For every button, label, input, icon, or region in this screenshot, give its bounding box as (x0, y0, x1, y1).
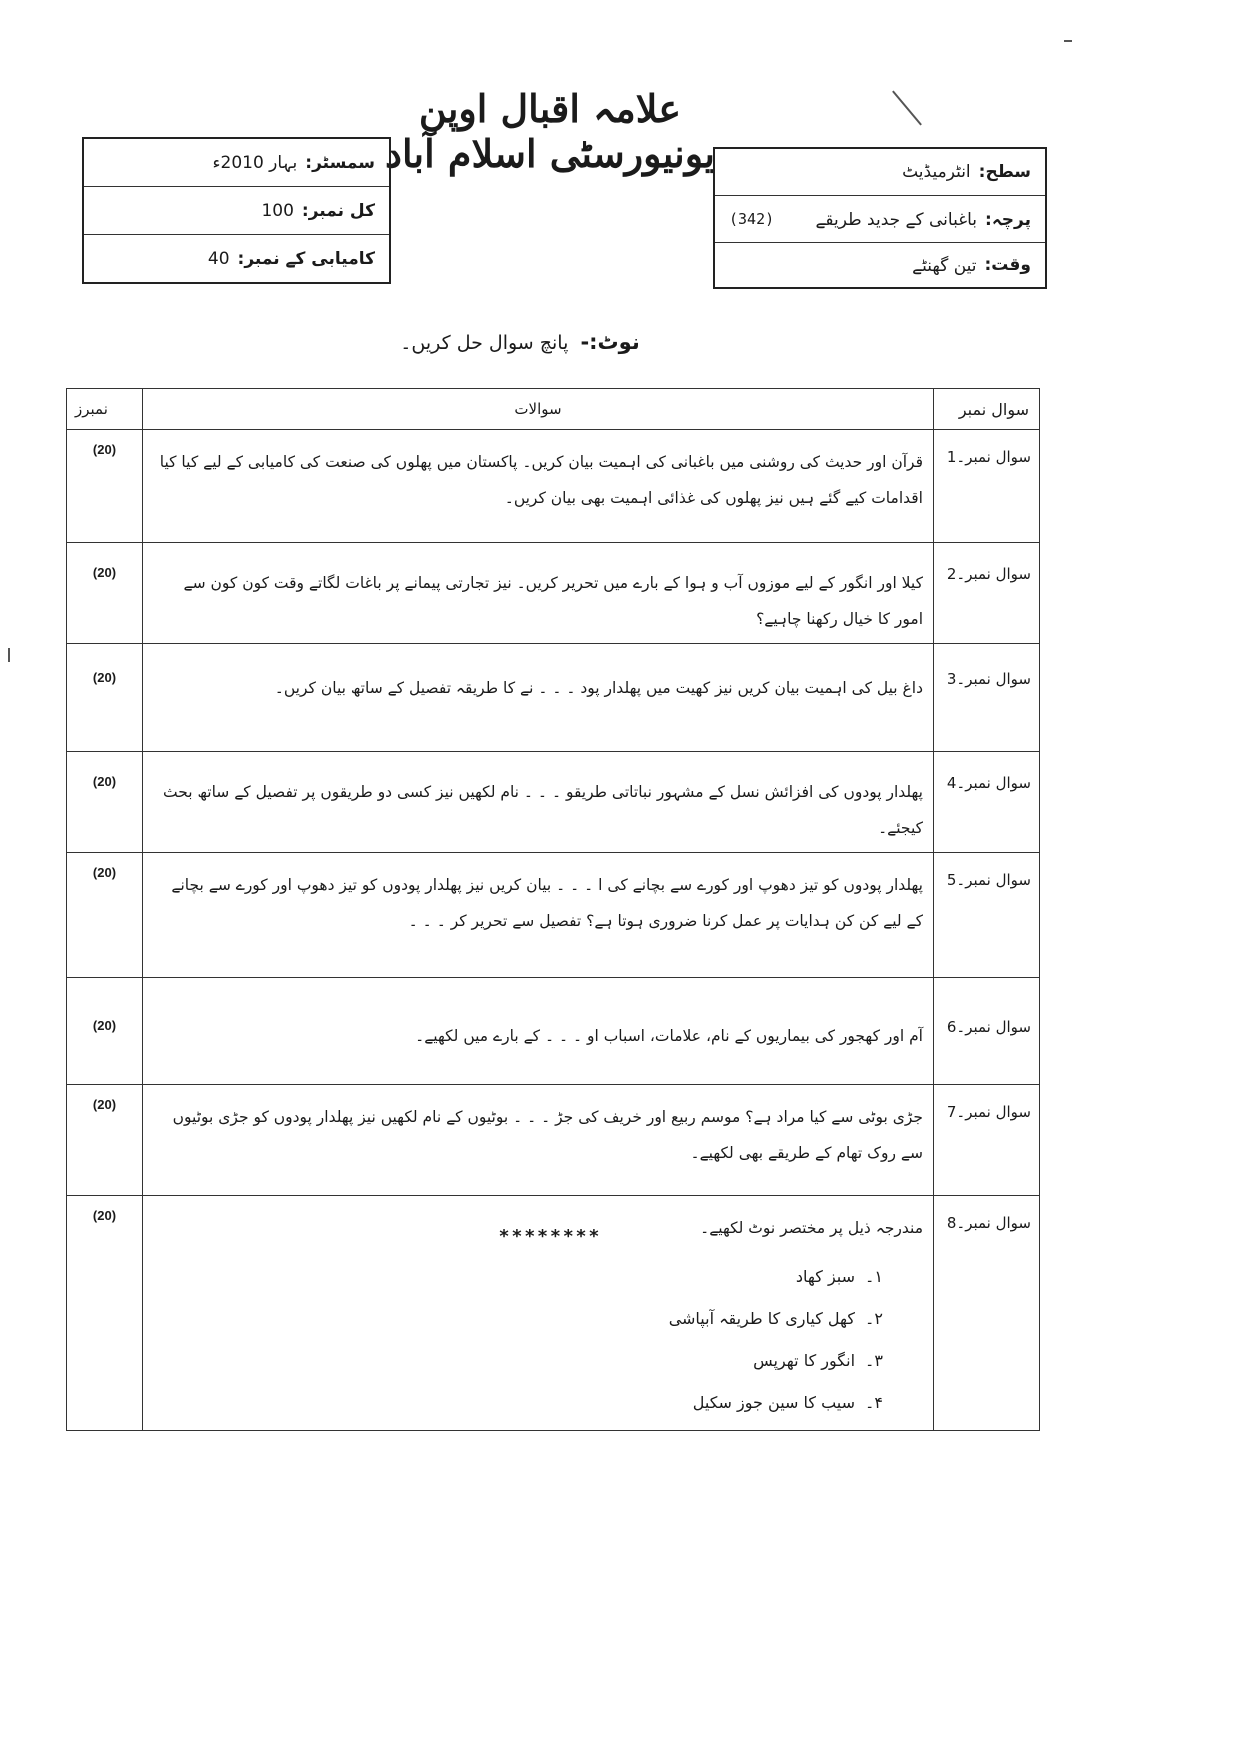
table-row (67, 752, 1040, 853)
paper-label: پرچہ: (985, 209, 1031, 230)
question-marks: (20) (67, 430, 143, 543)
instruction-note (360, 330, 680, 354)
scan-mark (8, 648, 10, 662)
paper-info-box (713, 147, 1047, 289)
question-number: سوال نمبر۔5 (934, 853, 1040, 978)
list-item-number: ۱۔ (865, 1267, 883, 1286)
total-marks-value: 100 (261, 200, 294, 221)
question-number: سوال نمبر۔3 (934, 644, 1040, 752)
question-text: مندرجہ ذیل پر مختصر نوٹ لکھیے۔ (700, 1219, 923, 1237)
questions-table (66, 388, 1040, 1431)
level-value: انٹرمیڈیٹ (902, 162, 971, 182)
list-item-text: سیب کا سین جوز سکیل (692, 1393, 856, 1412)
table-row (67, 644, 1040, 752)
header-questions: سوالات (143, 389, 934, 430)
paper-row (715, 196, 1045, 243)
question-number: سوال نمبر۔4 (934, 752, 1040, 853)
university-title: علامہ اقبال اوپن یونیورسٹی اسلام آباد (385, 86, 715, 176)
table-row (67, 543, 1040, 644)
scan-mark (1064, 40, 1072, 42)
pass-marks-row (84, 235, 389, 282)
question-marks: (20) (67, 644, 143, 752)
list-item-text: سبز کھاد (795, 1267, 856, 1286)
note-text: پانچ سوال حل کریں۔ (400, 332, 569, 354)
question-marks: (20) (67, 543, 143, 644)
question-marks: (20) (67, 978, 143, 1085)
semester-value: بہار 2010ء (212, 153, 298, 173)
header-marks: نمبرز (67, 389, 143, 430)
question-text: پھلدار پودوں کو تیز دھوپ اور کورے سے بچانے کی ا ۔ ۔ ۔ بیان کریں نیز پھلدار پودوں کو تیز دھوپ اور کورے سے بچانے کے لیے کن کن ہدایات پر عمل کرنا ضروری ہوتا ہے؟ تفصیل سے تحریر کر ۔ ۔ ۔ (143, 853, 934, 978)
list-item-number: ۲۔ (865, 1309, 883, 1328)
pass-marks-label: کامیابی کے نمبر: (237, 249, 375, 269)
table-row (67, 430, 1040, 543)
note-label: نوٹ:- (580, 330, 640, 354)
question-text: قرآن اور حدیث کی روشنی میں باغبانی کی اہمیت بیان کریں۔ پاکستان میں پھلوں کی صنعت کی کامیابی کے لیے کیا کیا اقدامات کیے گئے ہیں نیز پھلوں کی غذائی اہمیت بھی بیان کریں۔ (143, 430, 934, 543)
question-marks: (20) (67, 1196, 143, 1431)
scan-mark (892, 91, 922, 126)
total-marks-label: کل نمبر: (301, 200, 375, 221)
question-marks: (20) (67, 853, 143, 978)
pass-marks-value: 40 (207, 248, 230, 269)
time-row (715, 243, 1045, 287)
list-item-number: ۳۔ (865, 1351, 883, 1370)
list-item (153, 1298, 883, 1340)
list-item (153, 1340, 883, 1382)
table-header-row (67, 389, 1040, 430)
semester-row (84, 139, 389, 187)
question-number: سوال نمبر۔8 (934, 1196, 1040, 1431)
question-text: کیلا اور انگور کے لیے موزوں آب و ہوا کے بارے میں تحریر کریں۔ نیز تجارتی پیمانے پر باغات لگاتے وقت کون کون سے امور کا خیال رکھنا چاہیے؟ (143, 543, 934, 644)
question-number: سوال نمبر۔6 (934, 978, 1040, 1085)
paper-value: باغبانی کے جدید طریقے (815, 209, 978, 230)
table-row (67, 1085, 1040, 1196)
semester-label: سمسٹر: (305, 152, 375, 173)
end-stars: ******** (498, 1226, 602, 1247)
question-text: آم اور کھجور کی بیماریوں کے نام، علامات، اسباب او ۔ ۔ ۔ کے بارے میں لکھیے۔ (143, 978, 934, 1085)
time-label: وقت: (984, 255, 1031, 275)
list-item-text: انگور کا تھرپس (753, 1351, 856, 1370)
list-item (153, 1256, 883, 1298)
question-marks: (20) (67, 752, 143, 853)
list-item-text: کھل کیاری کا طریقہ آبپاشی (668, 1309, 856, 1328)
header-question-number: سوال نمبر (934, 389, 1040, 430)
short-notes-list (153, 1256, 883, 1424)
question-marks: (20) (67, 1085, 143, 1196)
question-number: سوال نمبر۔2 (934, 543, 1040, 644)
question-text: جڑی بوٹی سے کیا مراد ہے؟ موسم ربیع اور خریف کی جڑ ۔ ۔ ۔ بوٹیوں کے نام لکھیں نیز پھلدار پودوں کو جڑی بوٹیوں سے روک تھام کے طریقے بھی لکھیے۔ (143, 1085, 934, 1196)
list-item (153, 1382, 883, 1424)
list-item-number: ۴۔ (865, 1393, 883, 1412)
time-value: تین گھنٹے (912, 255, 977, 276)
marks-info-box (82, 137, 391, 284)
total-marks-row (84, 187, 389, 235)
level-label: سطح: (978, 162, 1031, 182)
table-row (67, 853, 1040, 978)
level-row (715, 149, 1045, 196)
question-number: سوال نمبر۔1 (934, 430, 1040, 543)
question-text: پھلدار پودوں کی افزائش نسل کے مشہور نباتاتی طریقو ۔ ۔ ۔ نام لکھیں نیز کسی دو طریقوں پر تفصیل کے ساتھ بحث کیجئے۔ (143, 752, 934, 853)
question-text: داغ بیل کی اہمیت بیان کریں نیز کھیت میں پھلدار پود ۔ ۔ ۔ نے کا طریقہ تفصیل کے ساتھ بیان کریں۔ (143, 644, 934, 752)
question-number: سوال نمبر۔7 (934, 1085, 1040, 1196)
table-row (67, 978, 1040, 1085)
paper-code: (342) (729, 210, 775, 228)
